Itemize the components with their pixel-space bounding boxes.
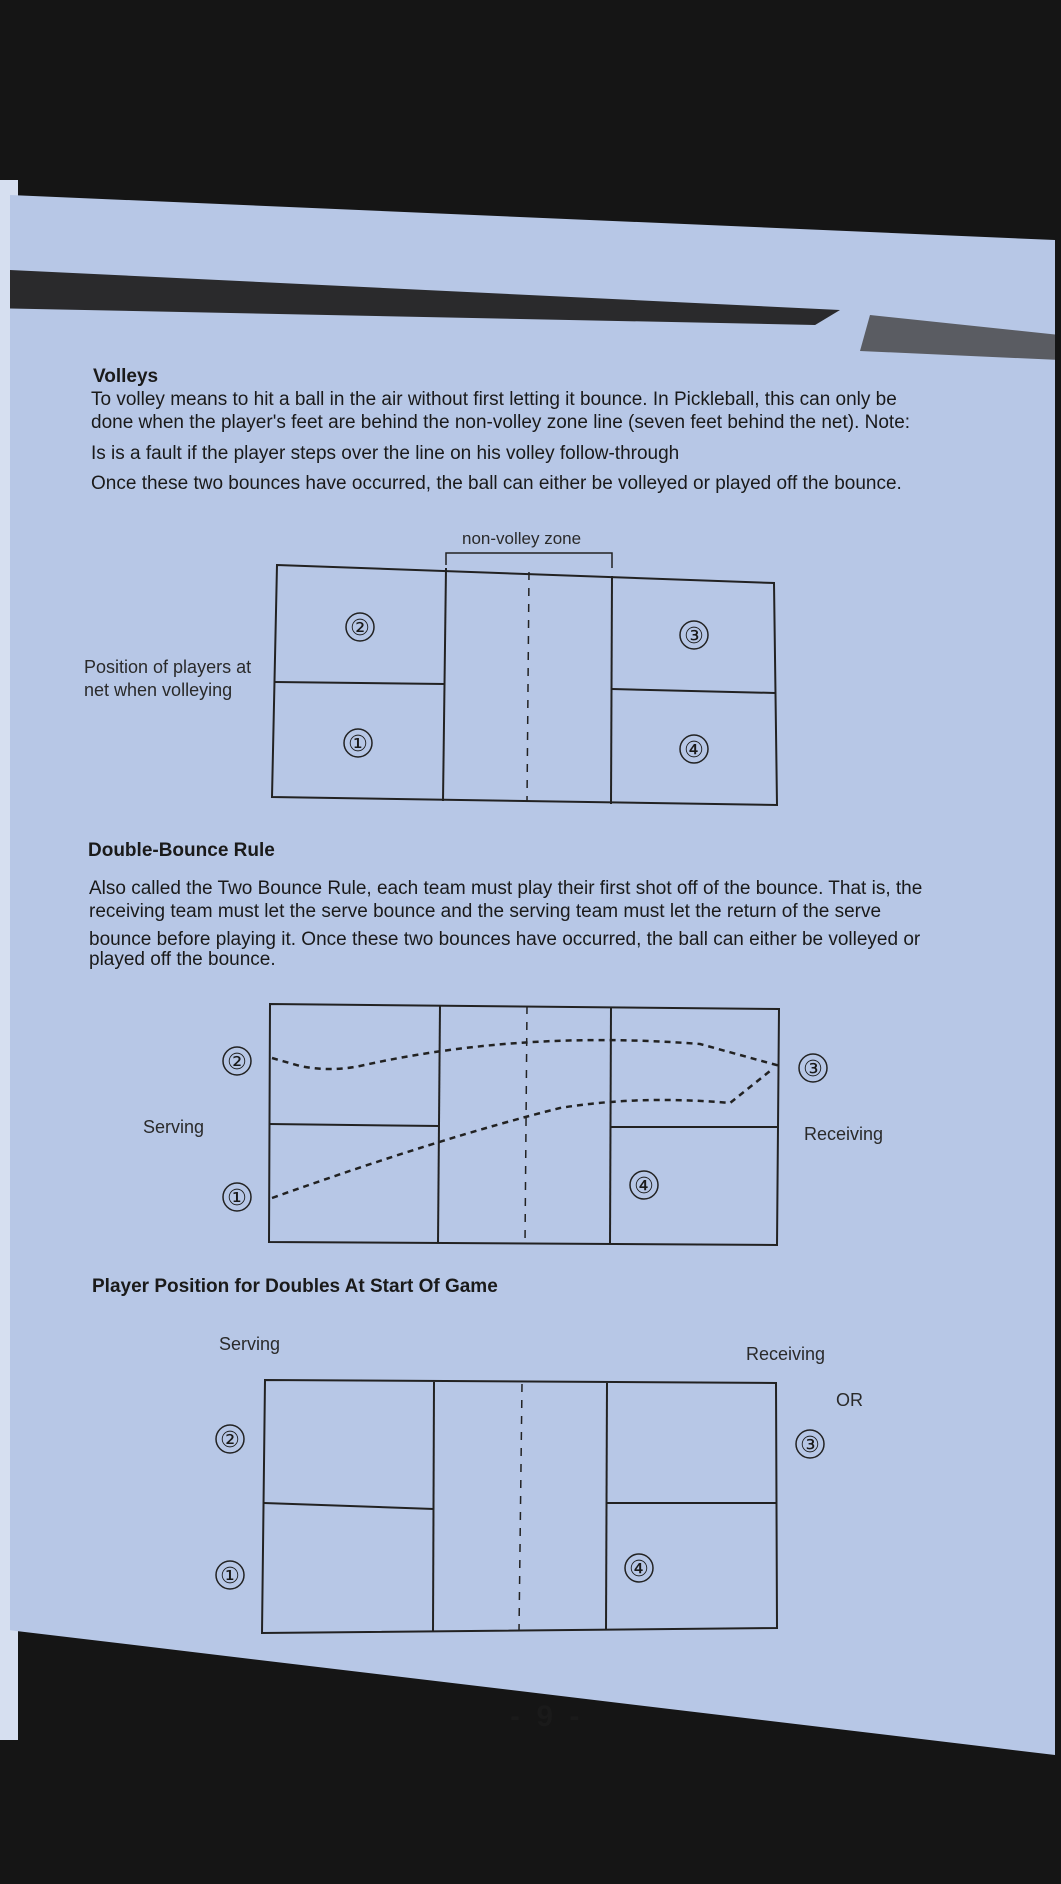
volleys-line-1: To volley means to hit a ball in the air without first letting it bounce. In Pickleball, this can only be <box>91 389 897 410</box>
player-1-number: ① <box>227 1186 247 1211</box>
player-2-number: ② <box>350 616 370 641</box>
net-line <box>519 1384 522 1631</box>
nvz-line-left <box>433 1382 434 1632</box>
start-receiving-label: Receiving <box>746 1344 826 1364</box>
start-serving-label: Serving <box>219 1334 281 1354</box>
position-label-line-1: Position of players at <box>84 657 252 677</box>
double-bounce-line-3: bounce before playing it. Once these two bounces have occurred, the ball can either be volleyed or <box>89 929 921 950</box>
player-3-number: ③ <box>684 624 704 649</box>
player-4-number: ④ <box>684 738 704 763</box>
serving-label: Serving <box>143 1117 205 1137</box>
volleys-line-2: done when the player's feet are behind the non-volley zone line (seven feet behind the net). Note: <box>91 412 911 433</box>
player-1-number: ① <box>348 732 368 757</box>
doubles-start-heading: Player Position for Doubles At Start Of Game <box>92 1276 498 1297</box>
position-label-line-2: net when volleying <box>84 680 233 700</box>
or-label: OR <box>836 1390 863 1410</box>
non-volley-zone-label: non-volley zone <box>462 529 582 548</box>
double-bounce-line-1: Also called the Two Bounce Rule, each team must play their first shot off of the bounce. That is, the <box>89 878 923 899</box>
player-3-number: ③ <box>803 1057 823 1082</box>
player-1-number: ① <box>220 1564 240 1589</box>
volleys-line-4: Once these two bounces have occurred, the ball can either be volleyed or played off the bounce. <box>91 473 902 494</box>
volleys-line-3: Is is a fault if the player steps over the line on his volley follow-through <box>91 443 680 464</box>
left-centerline <box>264 1503 434 1509</box>
player-4-number: ④ <box>634 1174 654 1199</box>
receiving-label: Receiving <box>804 1124 884 1144</box>
player-4-number: ④ <box>629 1557 649 1582</box>
double-bounce-line-4: played off the bounce. <box>89 949 276 970</box>
volleys-heading: Volleys <box>93 366 159 387</box>
player-3-number: ③ <box>800 1433 820 1458</box>
page-number: - 9 - <box>510 1700 584 1733</box>
player-2-number: ② <box>220 1428 240 1453</box>
nvz-line-right <box>606 1383 607 1630</box>
double-bounce-line-2: receiving team must let the serve bounce and the serving team must let the return of the serve <box>89 901 882 922</box>
player-2-number: ② <box>227 1050 247 1075</box>
double-bounce-heading: Double-Bounce Rule <box>88 840 275 861</box>
